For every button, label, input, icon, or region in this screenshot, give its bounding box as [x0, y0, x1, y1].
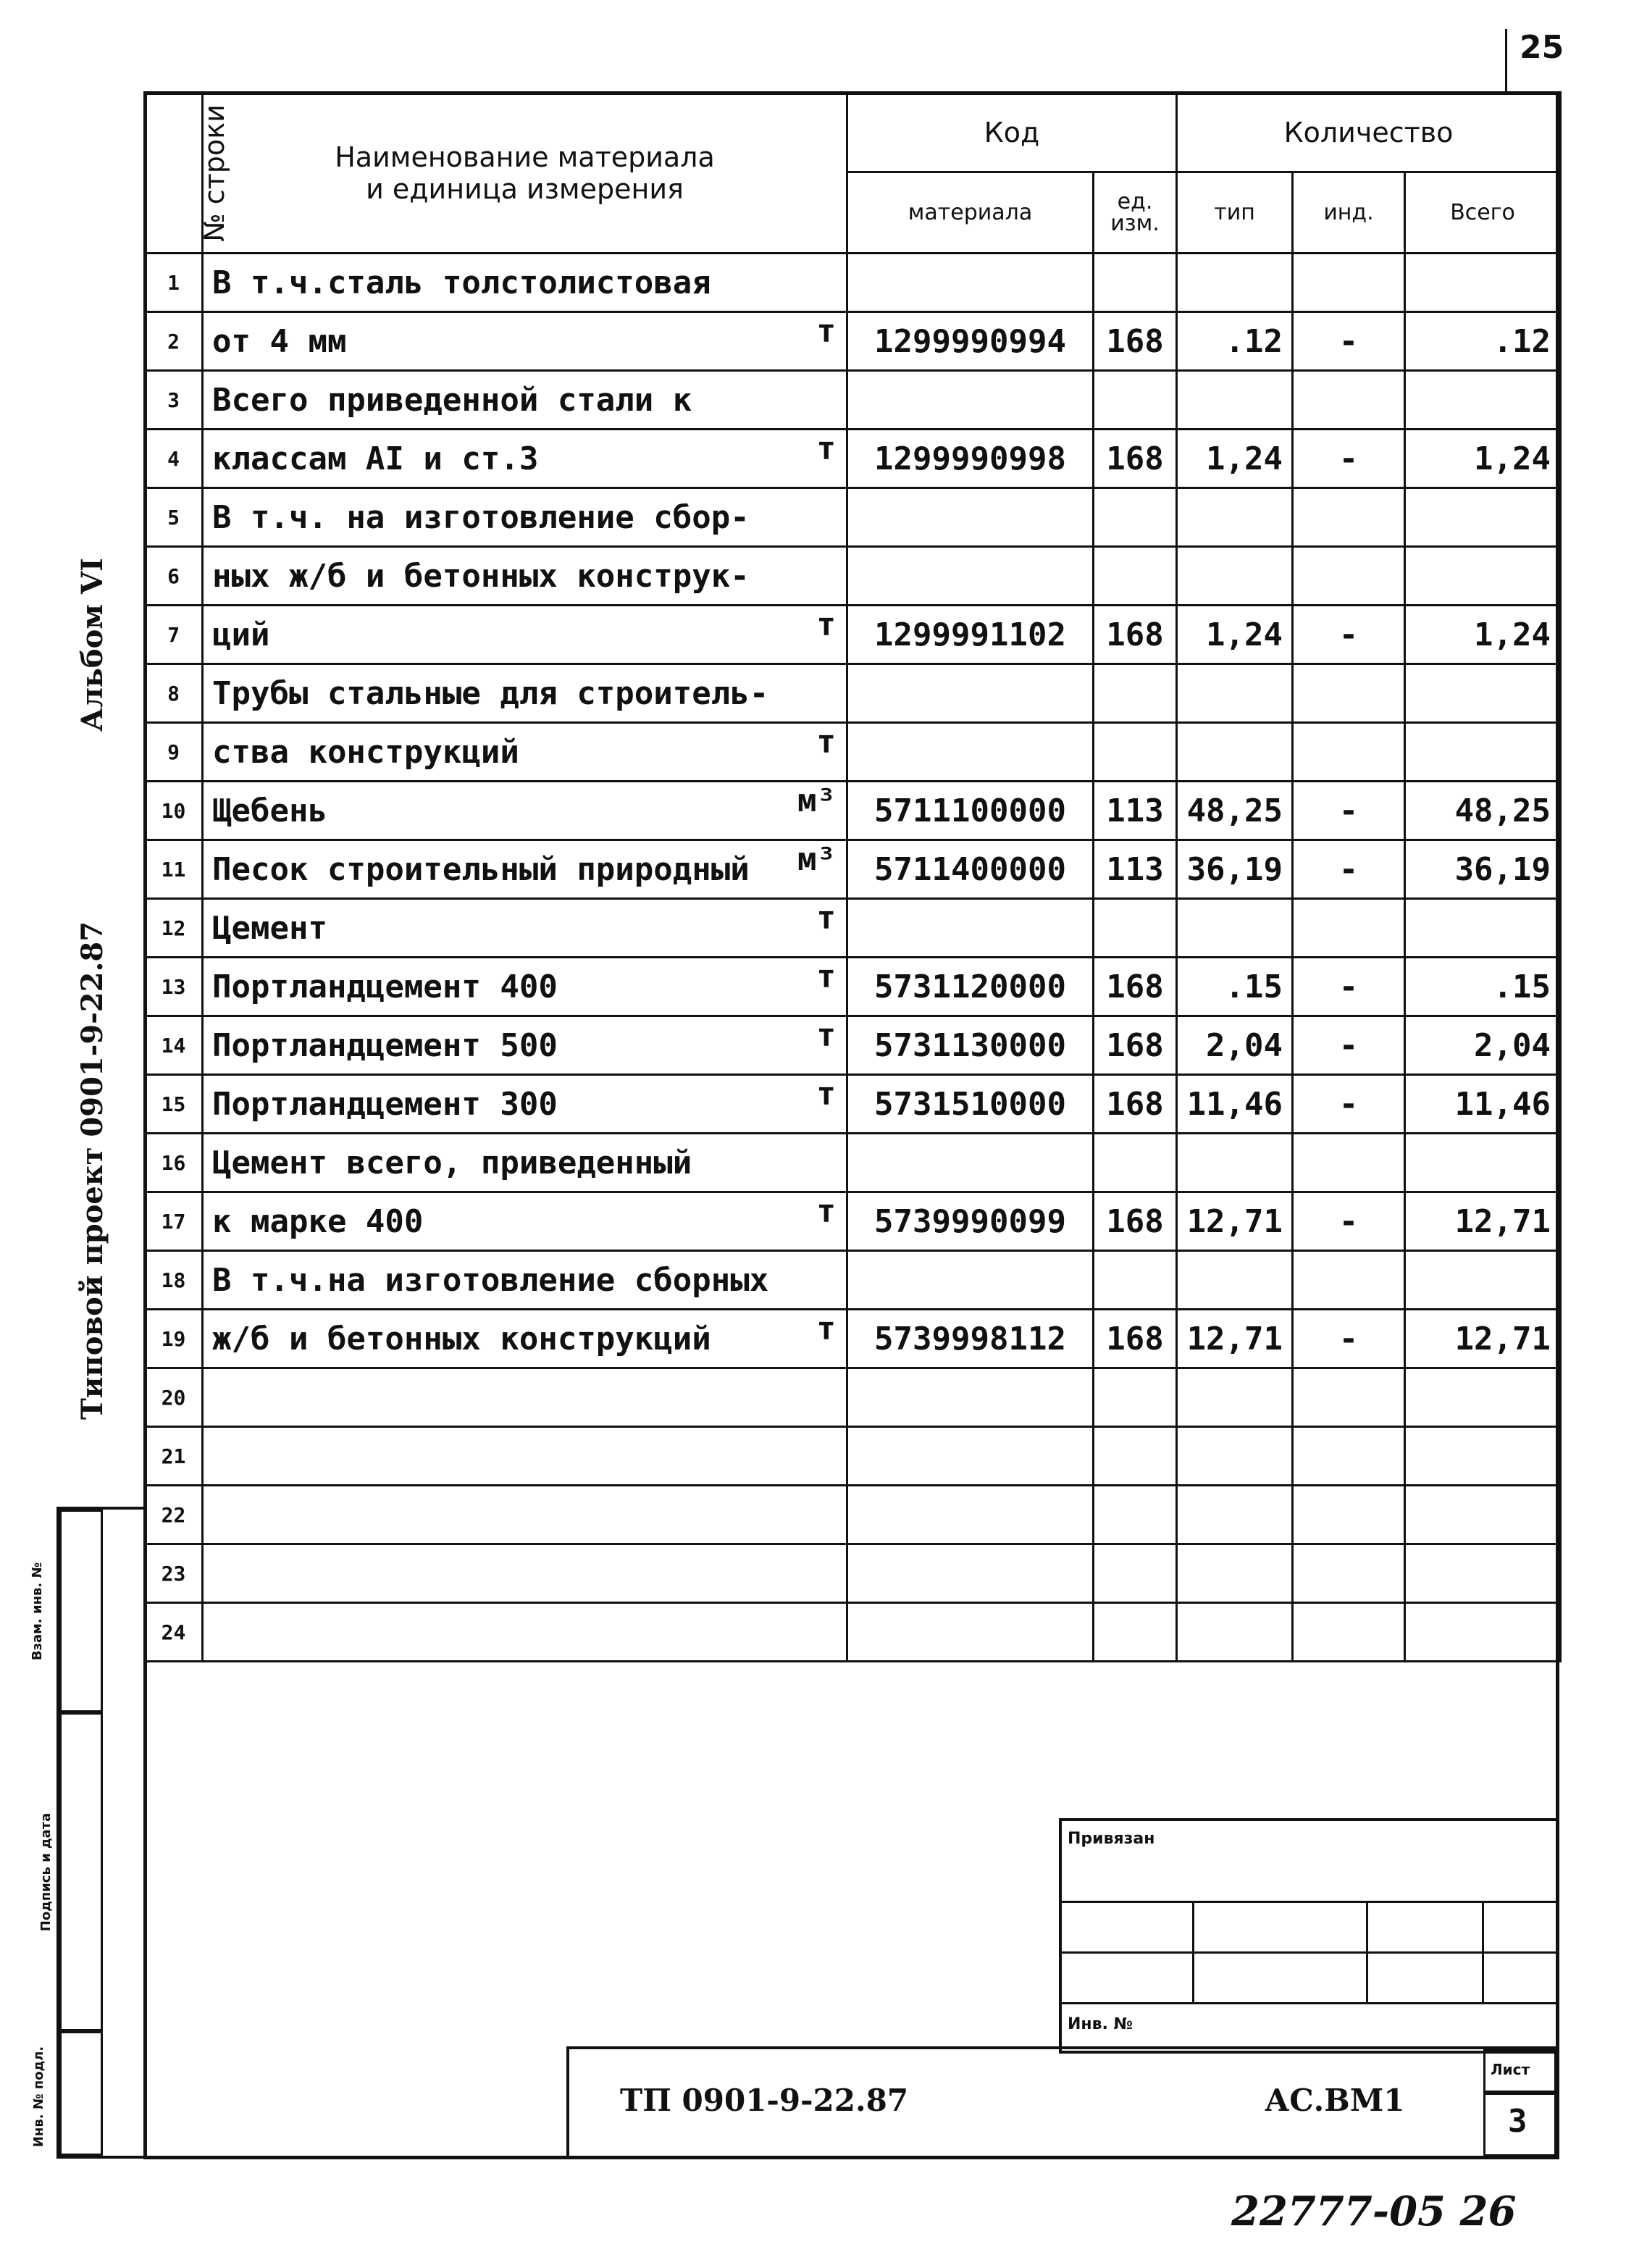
- table-row: [145, 840, 1561, 899]
- total-qty: 2,04: [1405, 1016, 1561, 1075]
- unit-code: [1094, 254, 1177, 312]
- individual-qty: [1293, 1251, 1405, 1310]
- material-code: [847, 547, 1094, 606]
- unit-code: [1094, 1603, 1177, 1662]
- total-qty: [1405, 1134, 1561, 1192]
- total-qty: 1,24: [1405, 430, 1561, 488]
- page-number-tick: [1505, 29, 1507, 94]
- material-name-text: Всего приведенной стали к: [212, 381, 692, 419]
- total-qty: [1405, 1427, 1561, 1486]
- measure-unit: т: [816, 430, 836, 467]
- material-code: 1299991102: [847, 606, 1094, 664]
- table-row: [145, 1603, 1561, 1662]
- material-code: [847, 254, 1094, 312]
- total-qty: .12: [1405, 312, 1561, 371]
- total-qty: [1405, 899, 1561, 958]
- row-number: 8: [145, 664, 203, 723]
- total-header: Всего: [1405, 172, 1561, 254]
- unit-code: 168: [1094, 1192, 1177, 1251]
- material-name: [203, 1368, 847, 1427]
- individual-qty: -: [1293, 606, 1405, 664]
- code-header: Код: [847, 93, 1177, 172]
- measure-unit: т: [816, 900, 836, 937]
- material-name: [203, 1544, 847, 1603]
- unit-code: [1094, 488, 1177, 547]
- measure-unit: т: [816, 606, 836, 643]
- material-code: [847, 1544, 1094, 1603]
- material-code-header: материала: [847, 172, 1094, 254]
- material-code: 5711100000: [847, 782, 1094, 840]
- material-name: [203, 1192, 847, 1251]
- typical-qty: [1177, 1251, 1293, 1310]
- typical-qty: [1177, 723, 1293, 782]
- linked-block: [1059, 1818, 1559, 2054]
- row-number: 1: [145, 254, 203, 312]
- inv-no-label: Инв. №: [1068, 2015, 1133, 2033]
- measure-unit: м³: [797, 782, 836, 819]
- row-number: 2: [145, 312, 203, 371]
- material-code: 1299990994: [847, 312, 1094, 371]
- material-name-text: Песок строительный природный: [212, 850, 750, 888]
- individual-qty: [1293, 899, 1405, 958]
- unit-code: 113: [1094, 782, 1177, 840]
- typical-qty: [1177, 1544, 1293, 1603]
- typical-qty: [1177, 1603, 1293, 1662]
- material-name: [203, 664, 847, 723]
- material-code: 5731130000: [847, 1016, 1094, 1075]
- linked-label: Привязан: [1068, 1830, 1155, 1848]
- total-qty: [1405, 1368, 1561, 1427]
- individual-qty: [1293, 1368, 1405, 1427]
- measure-unit: т: [816, 1193, 836, 1230]
- material-name: [203, 1134, 847, 1192]
- row-number: 6: [145, 547, 203, 606]
- individual-qty: -: [1293, 1016, 1405, 1075]
- row-number: 16: [145, 1134, 203, 1192]
- measure-unit: м³: [797, 841, 836, 878]
- material-code: [847, 899, 1094, 958]
- unit-code: [1094, 899, 1177, 958]
- table-row: [145, 782, 1561, 840]
- row-number: 23: [145, 1544, 203, 1603]
- material-name-text: В т.ч.на изготовление сборных: [212, 1261, 769, 1299]
- total-qty: 12,71: [1405, 1310, 1561, 1368]
- material-name-text: ж/б и бетонных конструкций: [212, 1320, 711, 1357]
- material-code: 1299990998: [847, 430, 1094, 488]
- material-code: [847, 488, 1094, 547]
- material-code: 5739998112: [847, 1310, 1094, 1368]
- typical-qty: [1177, 1368, 1293, 1427]
- footer-number: 22777-05 26: [1231, 2188, 1517, 2235]
- unit-code: [1094, 1134, 1177, 1192]
- material-name: [203, 430, 847, 488]
- unit-code: [1094, 1486, 1177, 1544]
- row-number: 24: [145, 1603, 203, 1662]
- material-name-text: Портландцемент 500: [212, 1026, 558, 1064]
- material-name-text: ций: [212, 616, 270, 653]
- typical-qty: 1,24: [1177, 606, 1293, 664]
- row-number: 9: [145, 723, 203, 782]
- material-name-text: классам AI и ст.3: [212, 440, 539, 477]
- row-number: 15: [145, 1075, 203, 1134]
- material-name-text: Цемент: [212, 909, 327, 947]
- row-number: 10: [145, 782, 203, 840]
- measure-unit: т: [816, 724, 836, 761]
- individual-qty: [1293, 254, 1405, 312]
- total-qty: .15: [1405, 958, 1561, 1016]
- typical-header: тип: [1177, 172, 1293, 254]
- inv-replace-label: Взам. инв. №: [30, 1562, 46, 1661]
- individual-qty: [1293, 1427, 1405, 1486]
- row-number: 21: [145, 1427, 203, 1486]
- material-name-text: Портландцемент 400: [212, 968, 558, 1005]
- material-code: [847, 664, 1094, 723]
- table-row: [145, 312, 1561, 371]
- material-name: [203, 254, 847, 312]
- table-row: [145, 723, 1561, 782]
- unit-code: [1094, 723, 1177, 782]
- typical-qty: [1177, 547, 1293, 606]
- mark: АС.ВМ1: [1265, 2083, 1405, 2118]
- typical-qty: 36,19: [1177, 840, 1293, 899]
- material-name: [203, 1251, 847, 1310]
- material-name-text: ства конструкций: [212, 733, 519, 771]
- typical-qty: 12,71: [1177, 1192, 1293, 1251]
- row-number-header: № строки: [145, 93, 203, 254]
- sheet-label: Лист: [1491, 2061, 1530, 2078]
- table-row: [145, 1075, 1561, 1134]
- individual-qty: -: [1293, 430, 1405, 488]
- typical-qty: .12: [1177, 312, 1293, 371]
- unit-header: ед. изм.: [1094, 172, 1177, 254]
- material-name: [203, 1075, 847, 1134]
- individual-qty: [1293, 547, 1405, 606]
- row-number: 18: [145, 1251, 203, 1310]
- material-code: [847, 1368, 1094, 1427]
- measure-unit: т: [816, 313, 836, 350]
- table-row: [145, 430, 1561, 488]
- row-number: 7: [145, 606, 203, 664]
- unit-code: 168: [1094, 312, 1177, 371]
- table-row: [145, 1310, 1561, 1368]
- row-number: 12: [145, 899, 203, 958]
- material-name-text: В т.ч.сталь толстолистовая: [212, 264, 711, 301]
- total-qty: [1405, 488, 1561, 547]
- unit-code: [1094, 1544, 1177, 1603]
- typical-qty: [1177, 371, 1293, 430]
- measure-unit: т: [816, 1017, 836, 1054]
- material-name-text: Цемент всего, приведенный: [212, 1144, 692, 1181]
- individual-qty: -: [1293, 958, 1405, 1016]
- total-qty: 36,19: [1405, 840, 1561, 899]
- typical-qty: 11,46: [1177, 1075, 1293, 1134]
- individual-qty: [1293, 1134, 1405, 1192]
- material-name: [203, 1486, 847, 1544]
- row-number: 5: [145, 488, 203, 547]
- quantity-header: Количество: [1177, 93, 1561, 172]
- individual-qty: -: [1293, 1192, 1405, 1251]
- material-name-header: Наименование материала и единица измерения: [203, 93, 847, 254]
- table-row: [145, 1251, 1561, 1310]
- material-name: [203, 547, 847, 606]
- typical-qty: [1177, 488, 1293, 547]
- material-name-text: В т.ч. на изготовление сбор-: [212, 498, 750, 536]
- row-number: 17: [145, 1192, 203, 1251]
- individual-qty: [1293, 664, 1405, 723]
- material-name: [203, 1310, 847, 1368]
- material-code: 5731510000: [847, 1075, 1094, 1134]
- total-qty: [1405, 723, 1561, 782]
- table-row: [145, 664, 1561, 723]
- typical-qty: 48,25: [1177, 782, 1293, 840]
- unit-code: 113: [1094, 840, 1177, 899]
- designation: ТП 0901-9-22.87: [620, 2083, 909, 2118]
- material-name-text: Трубы стальные для строитель-: [212, 674, 769, 712]
- material-code: [847, 1134, 1094, 1192]
- material-name: [203, 840, 847, 899]
- total-qty: [1405, 1544, 1561, 1603]
- table-row: [145, 899, 1561, 958]
- individual-qty: [1293, 1486, 1405, 1544]
- material-name: [203, 782, 847, 840]
- measure-unit: т: [816, 958, 836, 995]
- unit-code: [1094, 1427, 1177, 1486]
- individual-qty: [1293, 723, 1405, 782]
- row-number: 3: [145, 371, 203, 430]
- total-qty: [1405, 1603, 1561, 1662]
- typical-qty: 2,04: [1177, 1016, 1293, 1075]
- table-row: [145, 1486, 1561, 1544]
- individual-qty: [1293, 1603, 1405, 1662]
- total-qty: [1405, 1251, 1561, 1310]
- material-code: [847, 371, 1094, 430]
- typical-qty: [1177, 1134, 1293, 1192]
- individual-header: инд.: [1293, 172, 1405, 254]
- materials-table: [143, 91, 1562, 1662]
- material-name-text: Портландцемент 300: [212, 1085, 558, 1123]
- material-code: [847, 1603, 1094, 1662]
- material-code: [847, 1486, 1094, 1544]
- material-name-text: Щебень: [212, 792, 327, 829]
- row-number: 4: [145, 430, 203, 488]
- material-name: [203, 312, 847, 371]
- table-row: [145, 1544, 1561, 1603]
- material-name-text: от 4 мм: [212, 322, 347, 360]
- total-qty: 11,46: [1405, 1075, 1561, 1134]
- total-qty: [1405, 547, 1561, 606]
- table-row: [145, 371, 1561, 430]
- table-row: [145, 1134, 1561, 1192]
- table-row: [145, 488, 1561, 547]
- individual-qty: [1293, 1544, 1405, 1603]
- unit-code: [1094, 371, 1177, 430]
- total-qty: 12,71: [1405, 1192, 1561, 1251]
- material-name: [203, 899, 847, 958]
- typical-qty: [1177, 254, 1293, 312]
- unit-code: [1094, 547, 1177, 606]
- signature-date-label: Подпись и дата: [38, 1812, 54, 1932]
- unit-code: [1094, 1251, 1177, 1310]
- measure-unit: т: [816, 1310, 836, 1347]
- typical-qty: .15: [1177, 958, 1293, 1016]
- table-row: [145, 254, 1561, 312]
- measure-unit: т: [816, 1076, 836, 1113]
- unit-code: 168: [1094, 1075, 1177, 1134]
- individual-qty: [1293, 371, 1405, 430]
- unit-code: [1094, 1368, 1177, 1427]
- material-name: [203, 606, 847, 664]
- table-row: [145, 1016, 1561, 1075]
- total-qty: [1405, 1486, 1561, 1544]
- table-body: [145, 254, 1561, 1662]
- inv-original-label: Инв. № подл.: [31, 2046, 47, 2148]
- typical-qty: [1177, 899, 1293, 958]
- unit-code: 168: [1094, 958, 1177, 1016]
- album-caption: Альбом VI: [75, 558, 109, 732]
- unit-code: 168: [1094, 430, 1177, 488]
- left-approval-strip: [30, 1507, 147, 2159]
- individual-qty: -: [1293, 840, 1405, 899]
- typical-qty: 1,24: [1177, 430, 1293, 488]
- total-qty: 48,25: [1405, 782, 1561, 840]
- row-number: 19: [145, 1310, 203, 1368]
- row-number: 13: [145, 958, 203, 1016]
- total-qty: [1405, 254, 1561, 312]
- typical-qty: [1177, 1486, 1293, 1544]
- unit-code: 168: [1094, 1310, 1177, 1368]
- material-code: [847, 1427, 1094, 1486]
- row-number: 14: [145, 1016, 203, 1075]
- material-code: 5739990099: [847, 1192, 1094, 1251]
- project-caption: Типовой проект 0901-9-22.87: [75, 921, 109, 1420]
- material-name: [203, 371, 847, 430]
- total-qty: [1405, 664, 1561, 723]
- individual-qty: [1293, 488, 1405, 547]
- material-name: [203, 1016, 847, 1075]
- total-qty: 1,24: [1405, 606, 1561, 664]
- material-name-text: к марке 400: [212, 1202, 424, 1240]
- row-number: 11: [145, 840, 203, 899]
- header-row-1: [145, 93, 1561, 172]
- row-number: 22: [145, 1486, 203, 1544]
- material-code: [847, 723, 1094, 782]
- individual-qty: -: [1293, 312, 1405, 371]
- unit-code: 168: [1094, 606, 1177, 664]
- sheet-number: 3: [1508, 2103, 1527, 2140]
- table-row: [145, 958, 1561, 1016]
- page-number: 25: [1520, 29, 1564, 66]
- individual-qty: -: [1293, 1310, 1405, 1368]
- material-code: 5711400000: [847, 840, 1094, 899]
- table-row: [145, 1192, 1561, 1251]
- title-block: [566, 2046, 1559, 2159]
- individual-qty: -: [1293, 1075, 1405, 1134]
- typical-qty: 12,71: [1177, 1310, 1293, 1368]
- table-row: [145, 606, 1561, 664]
- total-qty: [1405, 371, 1561, 430]
- material-code: [847, 1251, 1094, 1310]
- table-row: [145, 547, 1561, 606]
- material-name: [203, 958, 847, 1016]
- material-name: [203, 1603, 847, 1662]
- row-number: 20: [145, 1368, 203, 1427]
- unit-code: [1094, 664, 1177, 723]
- material-name: [203, 1427, 847, 1486]
- typical-qty: [1177, 1427, 1293, 1486]
- individual-qty: -: [1293, 782, 1405, 840]
- table-row: [145, 1368, 1561, 1427]
- material-name: [203, 723, 847, 782]
- typical-qty: [1177, 664, 1293, 723]
- material-name: [203, 488, 847, 547]
- material-name-text: ных ж/б и бетонных конструк-: [212, 557, 750, 595]
- unit-code: 168: [1094, 1016, 1177, 1075]
- material-code: 5731120000: [847, 958, 1094, 1016]
- table-row: [145, 1427, 1561, 1486]
